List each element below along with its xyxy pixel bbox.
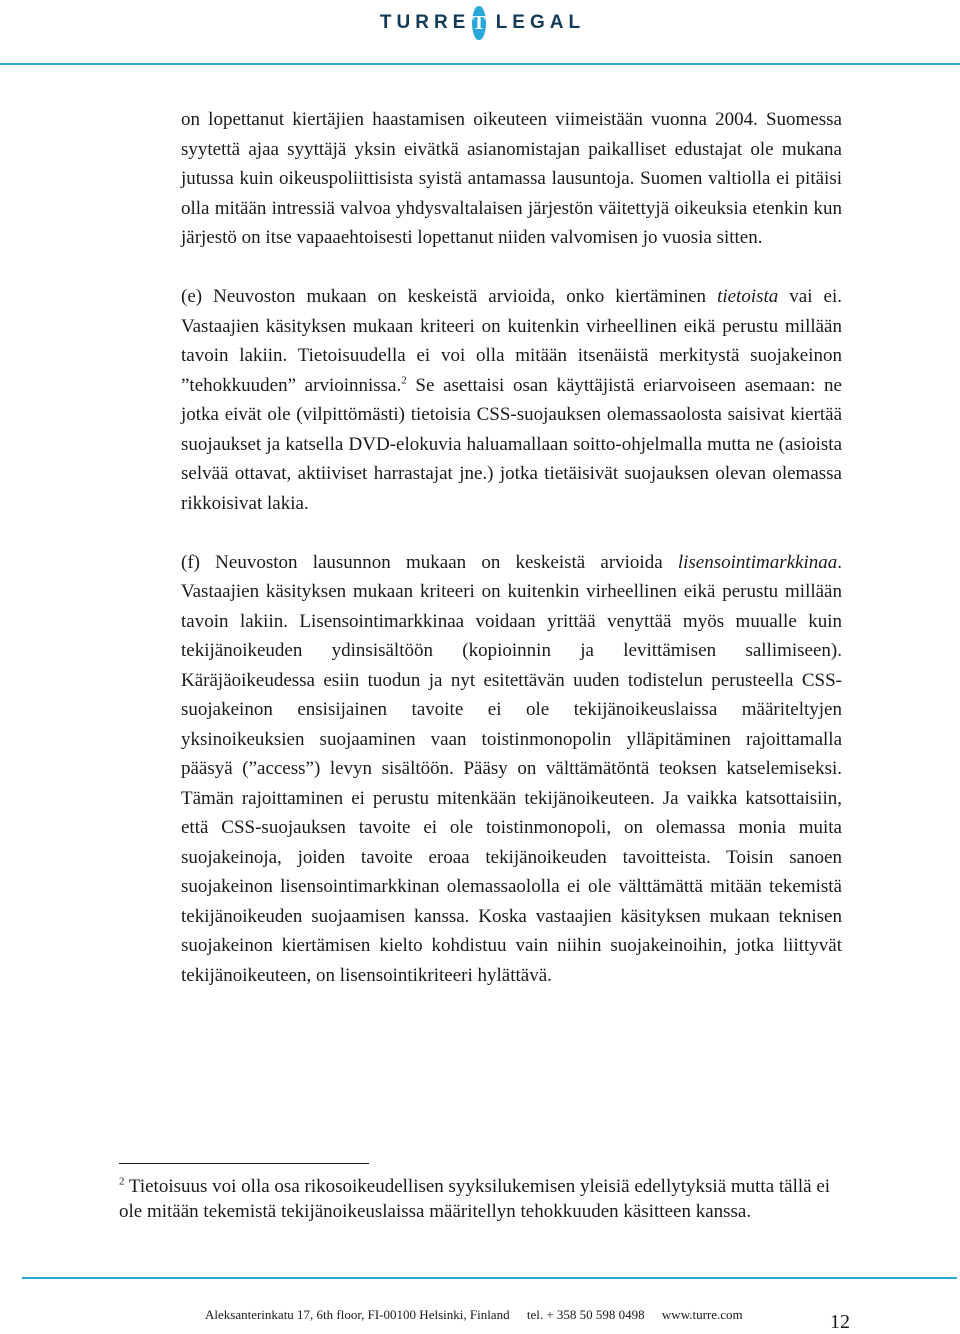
footer-divider — [22, 1277, 957, 1279]
logo-mark-icon: T — [472, 6, 485, 40]
footnote-text: Tietoisuus voi olla osa rikosoikeudellisen syyksilukemisen yleisiä edellytyksiä mutta tällä ei ole mitään tekemistä tekijänoikeuslaissa määritellyn tehokkuuden käsitteen kanssa. — [119, 1176, 831, 1222]
footnote-separator — [119, 1163, 369, 1164]
footer-website-link[interactable]: www.turre.com — [661, 1307, 743, 1322]
paragraph-f-emphasis: lisensointimarkkinaa — [677, 551, 838, 573]
footer-phone: tel. + 358 50 598 0498 — [526, 1307, 645, 1322]
footer-address: Aleksanterinkatu 17, 6th floor, FI-00100 Helsinki, Finland — [205, 1307, 510, 1322]
paragraph-f-start: (f) Neuvoston lausunnon mukaan on keskeistä arvioida — [181, 551, 678, 573]
paragraph-e-emphasis: tietoista — [717, 286, 779, 307]
page-footer — [205, 1306, 757, 1324]
footnote-marker: 2 — [119, 1175, 125, 1188]
page-number: 12 — [830, 1311, 850, 1333]
header-divider — [0, 63, 960, 65]
paragraph-f — [181, 548, 842, 991]
footnote — [119, 1174, 843, 1224]
page-header — [0, 0, 960, 70]
logo-word-right: LEGAL — [495, 12, 586, 33]
paragraph-1 — [181, 105, 842, 253]
paragraph-f-end: . Vastaajien käsityksen mukaan kriteeri on kuitenkin virheellinen eikä perustu millään tavoin lakiin. Lisensointimarkkinaa voidaan yrittää venyttää myös muualle kuin tekijänoikeuden ydinsisältöön (kopioinnin ja levittämisen sallimiseen). Käräjäoikeudessa esiin tuodun ja nyt esitettävän uuden todistelun perusteella CSS-suojakeinon ensisijainen tavoite ei ole tekijänoikeuslaissa määriteltyjen yksinoikeuksien suojaaminen vaan toistinmonopolin ylläpitäminen rajoittamalla pääsyä (”access”) levyn sisältöön. Pääsy on välttämätöntä teoksen katselemiseksi. Tämän rajoittaminen ei perustu mitenkään tekijänoikeuteen. Ja vaikka katsottaisiin, että CSS-suojauksen tavoite ei ole toistinmonopoli, on olemassa monia muita suojakeinoja, joiden tavoite eroaa tekijänoikeuden tavoitteista. Toisin sanoen suojakeinon lisensointimarkkinan olemassaololla ei ole välttämättä mitään tekemistä tekijänoikeuden suojaamisen kanssa. Koska vastaajien käsityksen mukaan teknisen suojakeinon kiertämisen kielto kohdistuu vain niihin suojakeinoihin, jotka liittyvät tekijänoikeuteen, on lisensointikriteeri hylättävä. — [181, 551, 842, 986]
paragraph-e-middle: vai ei. Vastaajien käsityksen mukaan kriteeri on kuitenkin virheellinen eikä perustu millään tavoin lakiin. Tietoisuudella ei voi olla mitään itsenäistä merkitystä suojakeinon ”tehokkuuden” arvioinnissa. — [181, 286, 842, 396]
footnote-reference[interactable]: 2 — [401, 374, 407, 387]
logo-word-left: TURRE — [379, 12, 471, 33]
document-body — [181, 105, 842, 1020]
paragraph-e-end: Se asettaisi osan käyttäjistä eriarvoiseen asemaan: ne jotka eivät ole (vilpittömästi) tietoisia CSS-suojauksen olemassaolosta saisivat kiertää suojaukset ja katsella DVD-elokuvia haluamallaan soitto-ohjelmalla mutta ne (asioista selvää ottavat, aktiiviset harrastajat jne.) jotka tietäisivät suojauksen olevan olemassa rikkoisivat lakia. — [181, 374, 842, 514]
turre-legal-logo[interactable] — [380, 4, 585, 42]
paragraph-e-start: (e) Neuvoston mukaan on keskeistä arvioida, onko kiertäminen — [181, 286, 718, 307]
paragraph-1-text: on lopettanut kiertäjien haastamisen oikeuteen viimeistään vuonna 2004. Suomessa syytettä ajaa syyttäjä yksin eivätkä asianomistajan paikalliset edustajat ole mukana jutussa kuin oikeuspoliittisista syistä antamassa lausuntoja. Suomen valtiolla ei pitäisi olla mitään intressiä valvoa yhdysvaltalaisen järjestön väitettyjä oikeuksia etenkin kun järjestö on itse vapaaehtoisesti lopettanut niiden valvomisen jo vuosia sitten. — [181, 109, 842, 248]
paragraph-e — [181, 282, 842, 518]
